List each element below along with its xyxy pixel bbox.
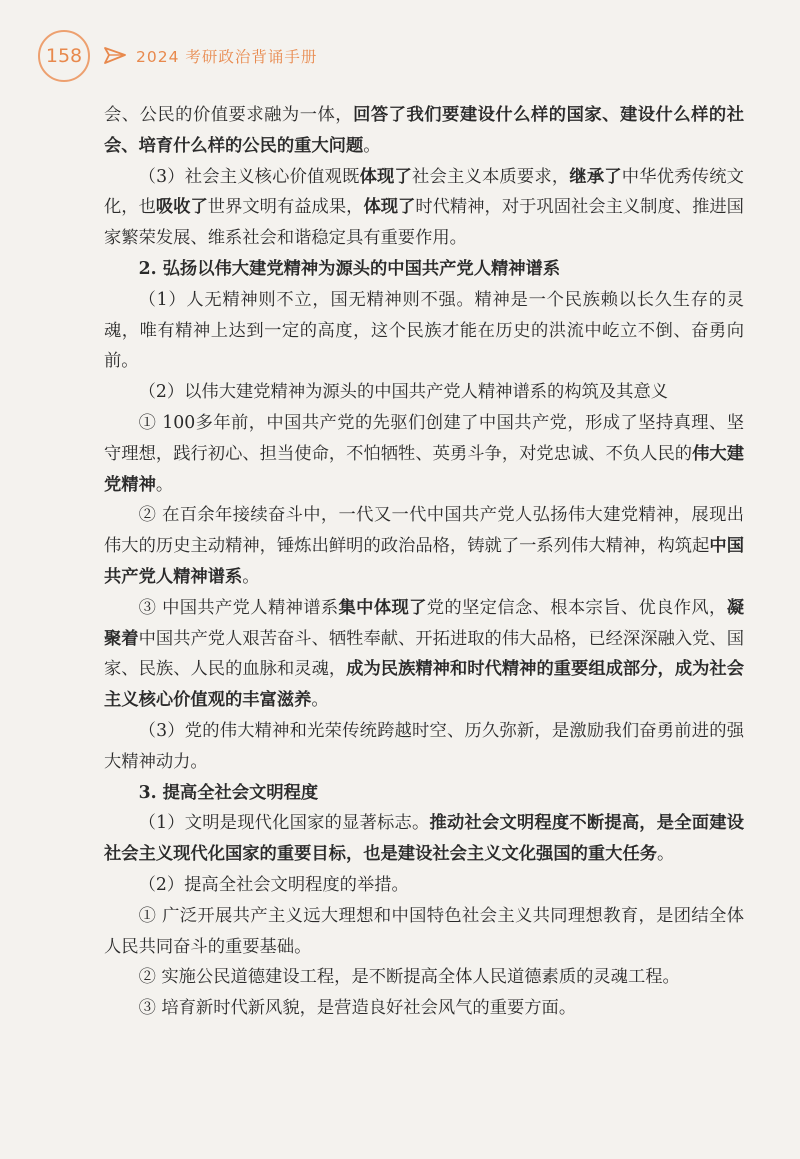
paragraph: （1）文明是现代化国家的显著标志。推动社会文明程度不断提高，是全面建设社会主义现代化国家的重要目标，也是建设社会主义文化强国的重大任务。 bbox=[104, 813, 744, 865]
paragraph: （2）提高全社会文明程度的举措。 bbox=[138, 874, 409, 895]
paragraph: （3）党的伟大精神和光荣传统跨越时空、历久弥新，是激励我们奋勇前进的强大精神动力。 bbox=[104, 720, 744, 772]
paragraph: ② 在百余年接续奋斗中，一代又一代中国共产党人弘扬伟大建党精神，展现出伟大的历史主动精神，锤炼出鲜明的政治品格，铸就了一系列伟大精神，构筑起中国共产党人精神谱系。 bbox=[104, 505, 744, 587]
paragraph: （2）以伟大建党精神为源头的中国共产党人精神谱系的构筑及其意义 bbox=[138, 382, 669, 403]
section-heading: 2. 弘扬以伟大建党精神为源头的中国共产党人精神谱系 bbox=[138, 258, 561, 279]
paragraph: ③ 培育新时代新风貌，是营造良好社会风气的重要方面。 bbox=[138, 998, 577, 1019]
paper-plane-icon bbox=[104, 47, 126, 65]
page-number: 158 bbox=[38, 30, 90, 82]
paragraph: ① 100多年前，中国共产党的先驱们创建了中国共产党，形成了坚持真理、坚守理想，践行初心、担当使命，不怕牺牲、英勇斗争，对党忠诚、不负人民的伟大建党精神。 bbox=[104, 412, 744, 495]
paragraph: ② 实施公民道德建设工程，是不断提高全体人民道德素质的灵魂工程。 bbox=[138, 967, 680, 988]
paragraph: ③ 中国共产党人精神谱系集中体现了党的坚定信念、根本宗旨、优良作风，凝聚着中国共产党人艰苦奋斗、牺牲奉献、开拓进取的伟大品格，已经深深融入党、国家、民族、人民的血脉和灵魂，成为民族精神和时代精神的重要组成部分，成为社会主义核心价值观的丰富滋养。 bbox=[104, 597, 744, 711]
book-title: 2024 考研政治背诵手册 bbox=[136, 48, 318, 66]
paragraph: 会、公民的价值要求融为一体，回答了我们要建设什么样的国家、建设什么样的社会、培育什么样的公民的重大问题。 bbox=[104, 105, 744, 156]
paragraph: （3）社会主义核心价值观既体现了社会主义本质要求，继承了中华优秀传统文化，也吸收了世界文明有益成果，体现了时代精神，对于巩固社会主义制度、推进国家繁荣发展、维系社会和谐稳定具有重要作用。 bbox=[104, 166, 744, 249]
page-body bbox=[104, 100, 744, 1024]
paragraph: ① 广泛开展共产主义远大理想和中国特色社会主义共同理想教育，是团结全体人民共同奋斗的重要基础。 bbox=[104, 905, 744, 957]
page-header bbox=[38, 30, 317, 82]
paragraph: （1）人无精神则不立，国无精神则不强。精神是一个民族赖以长久生存的灵魂，唯有精神上达到一定的高度，这个民族才能在历史的洪流中屹立不倒、奋勇向前。 bbox=[104, 289, 744, 372]
section-heading: 3. 提高全社会文明程度 bbox=[138, 782, 319, 803]
